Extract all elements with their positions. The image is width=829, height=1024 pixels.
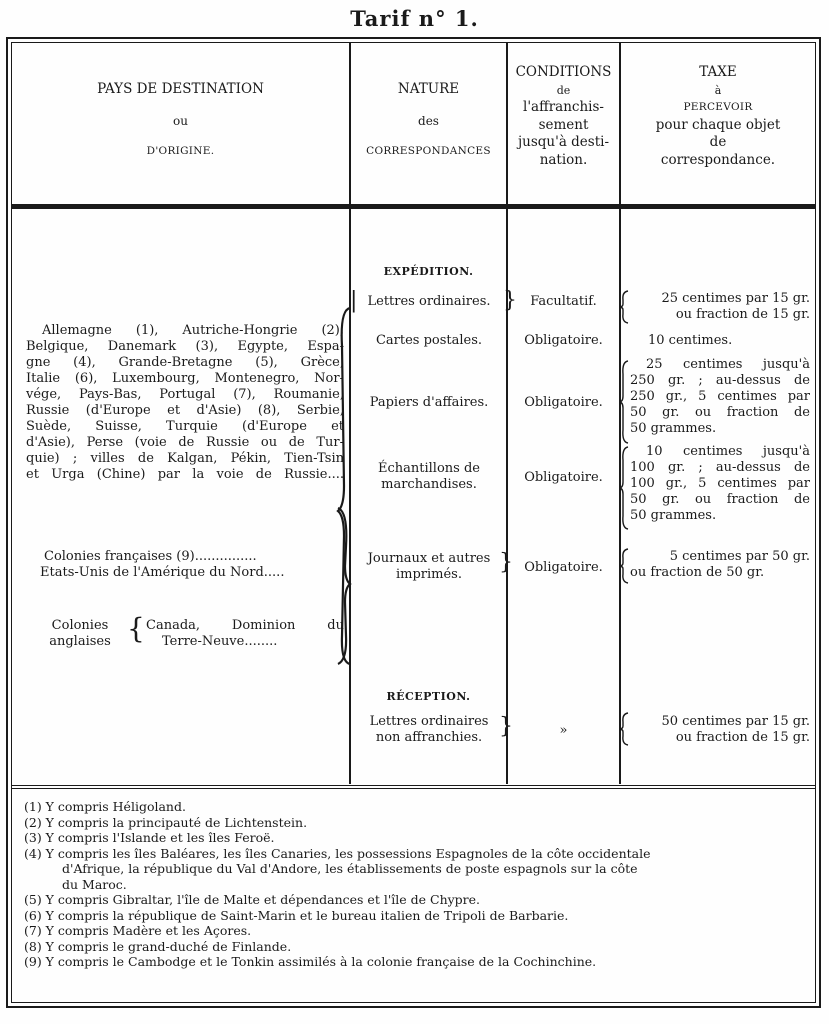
brace-icon: { — [127, 612, 145, 645]
brace-left-icon — [618, 446, 630, 530]
footnote-rule — [12, 785, 815, 789]
countries-group-2: Colonies françaises (9)............... Etats-Unis de l'Amérique du Nord..... — [40, 549, 285, 580]
footnote-continuation: d'Afrique, la république du Val d'Andore, les établissements de poste espagnols sur la côte — [62, 861, 638, 876]
footnote: (7) Y compris Madère et les Açores. — [24, 923, 252, 938]
nature-cartes: Cartes postales. — [375, 333, 483, 348]
brace-left-icon — [618, 548, 630, 584]
condition-reception: » — [559, 723, 568, 738]
countries-group-3-label: Colonies anglaises — [49, 618, 111, 649]
brace-left-icon: | — [350, 288, 358, 313]
section-expedition: EXPÉDITION. — [383, 265, 474, 278]
taxe-cartes: 10 centimes. — [648, 333, 733, 348]
footnote: (8) Y compris le grand-duché de Finlande. — [24, 938, 292, 954]
footnote: (9) Y compris le Cambodge et le Tonkin assimilés à la colonie française de la Cochinchine. — [24, 954, 597, 969]
condition-journaux: Obligatoire. — [524, 560, 603, 575]
footnote-continuation: du Maroc. — [62, 876, 127, 892]
nature-papiers: Papiers d'affaires. — [369, 395, 489, 410]
taxe-journaux: 5 centimes par 50 gr. ou fraction de 50 gr. — [630, 549, 810, 580]
header-rule — [12, 204, 815, 209]
header-taxe: TAXE à PERCEVOIR pour chaque objet de correspondance. — [655, 64, 781, 168]
countries-group-1: Allemagne (1), Autriche-Hongrie (2), Belgique, Danemark (3), Egypte, Espa- gne (4), Grande-Bretagne (5), Grèce, Italie (6), Luxembourg, Montenegro, Nor- vége, Pays-Bas, Portugal (7), Roumanie, Russie (d'Europe et d'Asie) (8), Serbie, Suède, Suisse, Turquie (d'Europe et d'Asie), Perse (voie de Russie ou de Tur- quie) ; villes de Kalgan, Pékin, Tien-Tsin et Urga (Chine) par la voie de Russie.... — [26, 323, 344, 482]
brace-left-icon — [618, 712, 630, 746]
condition-echantillons: Obligatoire. — [524, 470, 603, 485]
brace-left-icon — [618, 290, 630, 324]
header-destination: PAYS DE DESTINATION ou D'ORIGINE. — [97, 81, 264, 157]
footnote: (2) Y compris la principauté de Lichtenstein. — [24, 814, 308, 830]
nature-journaux: Journaux et autres imprimés. — [367, 551, 491, 582]
footnote: (1) Y compris Héligoland. — [24, 799, 186, 814]
large-brace-icon — [334, 506, 356, 666]
taxe-reception: 50 centimes par 15 gr. ou fraction de 15 gr. — [661, 714, 810, 745]
page-title: Tarif n° 1. — [350, 6, 479, 31]
footnote: (6) Y compris la république de Saint-Marin et le bureau italien de Tripoli de Barbarie. — [24, 907, 569, 923]
brace-right-icon: } — [499, 550, 513, 575]
footnote: (3) Y compris l'Islande et les îles Feroë. — [24, 830, 275, 845]
footnotes — [24, 799, 810, 970]
brace-right-icon: } — [499, 714, 513, 739]
header-nature: NATURE des CORRESPONDANCES — [366, 81, 491, 157]
taxe-lettres: 25 centimes par 15 gr. ou fraction de 15 gr. — [661, 291, 810, 322]
brace-left-icon — [618, 360, 630, 444]
countries-group-3: Canada, Dominion du Terre-Neuve........ — [146, 618, 344, 649]
nature-lettres-non-affranchies: Lettres ordinaires non affranchies. — [369, 714, 489, 745]
taxe-papiers: 25 centimes jusqu'à 250 gr. ; au-dessus de 250 gr., 5 centimes par 50 gr. ou fraction de 50 grammes. — [630, 357, 810, 436]
section-reception: RÉCEPTION. — [386, 690, 471, 703]
condition-cartes: Obligatoire. — [524, 333, 603, 348]
condition-lettres: Facultatif. — [530, 294, 597, 309]
condition-papiers: Obligatoire. — [524, 395, 603, 410]
header-conditions: CONDITIONS de l'affranchis- sement jusqu'à desti- nation. — [515, 64, 612, 168]
nature-lettres: Lettres ordinaires. — [367, 294, 491, 309]
brace-right-icon: } — [503, 288, 517, 313]
nature-echantillons: Échantillons de marchandises. — [378, 461, 480, 492]
taxe-echantillons: 10 centimes jusqu'à 100 gr. ; au-dessus de 100 gr., 5 centimes par 50 gr. ou fraction de 50 grammes. — [630, 444, 810, 523]
footnote: (5) Y compris Gibraltar, l'île de Malte et dépendances et l'île de Chypre. — [24, 892, 481, 907]
footnote: (4) Y compris les îles Baléares, les îles Canaries, les possessions Espagnoles de la côte occidentale — [24, 845, 651, 861]
